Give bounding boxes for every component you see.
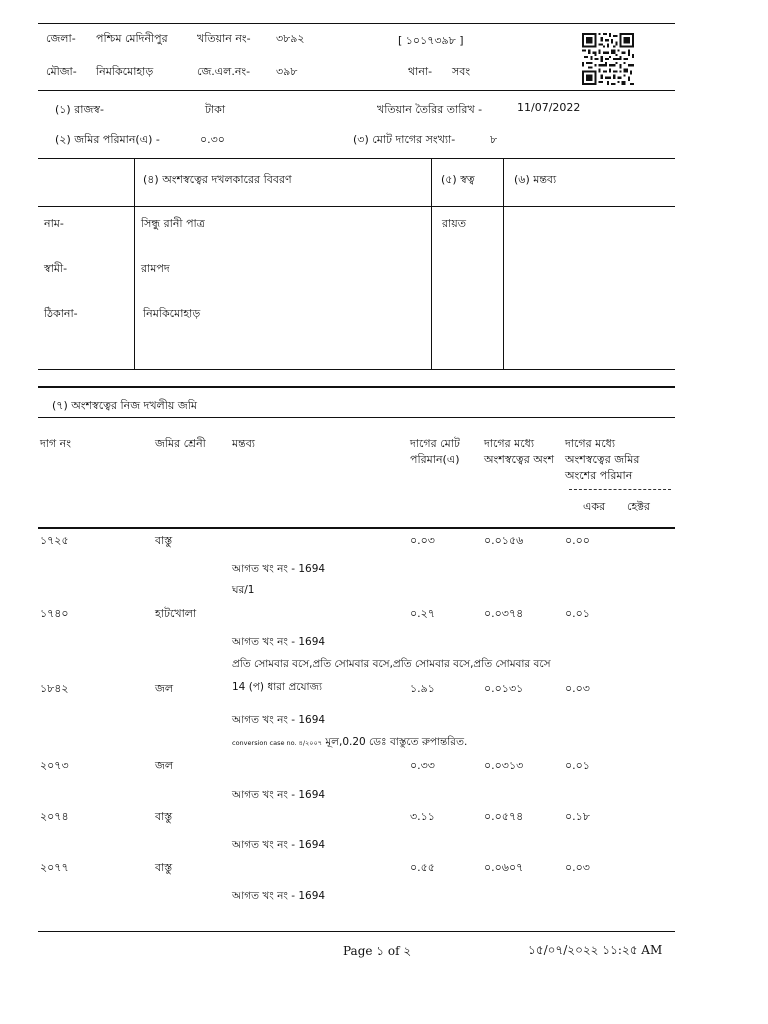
row6-share: ০.০৬০৭ — [484, 861, 524, 874]
col4-header: (৪) অংশস্বত্বের দখলকারের বিবরণ — [143, 173, 292, 186]
owner-table-col-divider-3 — [503, 158, 504, 369]
land-section-title-bottom — [38, 417, 675, 418]
print-timestamp: ১৫/০৭/২০২২ ১১:২৫ AM — [528, 943, 663, 957]
address-label: ঠিকানা- — [44, 307, 78, 320]
header-total-area-1: দাগের মোট — [410, 437, 460, 450]
revenue-unit: টাকা — [205, 103, 226, 116]
land-area-label: (২) জমির পরিমান(এ) - — [55, 133, 160, 146]
husband-label: স্বামী- — [44, 262, 68, 275]
row6-plot: ২০৭৭ — [40, 861, 69, 874]
mouza-label: মৌজা- — [46, 65, 77, 78]
row5-class: বাস্তু — [155, 810, 173, 823]
row4-note-1: আগত খং নং - 1694 — [232, 789, 326, 801]
row2-share: ০.০৩৭৪ — [484, 607, 524, 620]
owner-table-bottom — [38, 369, 675, 370]
row6-note-1: আগত খং নং - 1694 — [232, 890, 326, 902]
header-land-share-1: দাগের মধ্যে — [565, 437, 616, 450]
row2-acre: ০.০১ — [565, 607, 590, 620]
khatian-date-value: 11/07/2022 — [517, 101, 581, 114]
land-area-value: ০.৩০ — [200, 133, 225, 146]
row2-class: হাটখোলা — [155, 607, 197, 620]
row3-acre: ০.০৩ — [565, 682, 590, 695]
bracket-number: [ ১০১৭৩৯৮ ] — [398, 34, 464, 47]
header-land-share-3: অংশের পরিমান — [565, 469, 633, 482]
husband-value: রামপদ — [141, 262, 170, 275]
row4-share: ০.০৩১৩ — [484, 759, 524, 772]
row5-share: ০.০৫৭৪ — [484, 810, 524, 823]
khatian-date-label: খতিয়ান তৈরির তারিখ - — [377, 103, 483, 116]
jl-label: জে.এল.নং- — [197, 65, 251, 78]
row3-class: জল — [155, 682, 174, 695]
header-land-share-2: অংশস্বত্বের জমির — [565, 453, 640, 466]
acre-hectare-divider — [569, 489, 671, 490]
row1-note-2: ঘর/1 — [232, 584, 255, 596]
thana-value: সবং — [452, 65, 471, 78]
conversion-text: মূল,0.20 ডেঃ বাস্তুতে রুপান্তরিত. — [321, 736, 468, 748]
row3-note-1: আগত খং নং - 1694 — [232, 714, 326, 726]
row4-plot: ২০৭৩ — [40, 759, 69, 772]
revenue-label: (১) রাজস্ব- — [55, 103, 104, 116]
row1-share: ০.০১৫৬ — [484, 534, 524, 547]
district-label: জেলা- — [46, 32, 76, 45]
land-section-title: (৭) অংশস্বত্বের নিজ দখলীয় জমি — [52, 399, 197, 412]
row5-total: ৩.১১ — [410, 810, 435, 823]
row4-total: ০.৩৩ — [410, 759, 435, 772]
header-divider — [38, 90, 675, 91]
right-value: রায়ত — [442, 217, 466, 230]
header-total-area-2: পরিমান(এ) — [410, 453, 460, 466]
footer-divider — [38, 931, 675, 932]
row3-share: ০.০১৩১ — [484, 682, 524, 695]
district-value: পশ্চিম মেদিনীপুর — [96, 32, 168, 45]
khatian-label: খতিয়ান নং- — [197, 32, 251, 45]
row2-plot: ১৭৪০ — [40, 607, 69, 620]
name-label: নাম- — [44, 217, 64, 230]
row1-total: ০.০৩ — [410, 534, 435, 547]
conversion-case-label: conversion case no. ৪/২০০৭ — [232, 739, 322, 747]
row4-acre: ০.০১ — [565, 759, 590, 772]
row4-class: জল — [155, 759, 174, 772]
total-plots-value: ৮ — [490, 133, 498, 146]
row5-plot: ২০৭৪ — [40, 810, 69, 823]
row6-acre: ০.০৩ — [565, 861, 590, 874]
owner-table-col-divider-1 — [134, 158, 135, 369]
header-hectare: হেক্টর — [627, 500, 650, 513]
name-value: সিন্ধু রানী পাত্র — [141, 217, 205, 230]
row3-total: ১.৯১ — [410, 682, 435, 695]
row5-note-1: আগত খং নং - 1694 — [232, 839, 326, 851]
qr-code-icon — [582, 33, 634, 85]
row1-acre: ০.০০ — [565, 534, 590, 547]
top-border — [38, 23, 675, 24]
row1-plot: ১৭২৫ — [40, 534, 69, 547]
total-plots-label: (৩) মোট দাগের সংখ্যা- — [353, 133, 456, 146]
mouza-value: নিমকিমোহাড় — [96, 65, 154, 78]
row3-conversion — [232, 735, 467, 752]
col5-header: (৫) স্বত্ব — [441, 173, 475, 186]
header-share-2: অংশস্বত্বের অংশ — [484, 453, 555, 466]
header-land-class: জমির শ্রেনী — [155, 437, 206, 450]
row5-acre: ০.১৮ — [565, 810, 590, 823]
page-number: Page ১ of ২ — [343, 944, 412, 958]
land-section-top — [38, 386, 675, 388]
row3-pre-note: 14 (প) ধারা প্রযোজ্য — [232, 681, 323, 693]
row1-note-1: আগত খং নং - 1694 — [232, 563, 326, 575]
row1-class: বাস্তু — [155, 534, 173, 547]
khatian-value: ৩৮৯২ — [276, 32, 305, 45]
thana-label: থানা- — [408, 65, 433, 78]
header-plot-no: দাগ নং — [40, 437, 71, 450]
row2-total: ০.২৭ — [410, 607, 435, 620]
row6-class: বাস্তু — [155, 861, 173, 874]
address-value: নিমকিমোহাড় — [143, 307, 201, 320]
header-share-1: দাগের মধ্যে — [484, 437, 535, 450]
row2-note-2: প্রতি সোমবার বসে,প্রতি সোমবার বসে,প্রতি সোমবার বসে,প্রতি সোমবার বসে — [232, 658, 551, 670]
col6-header: (৬) মন্তব্য — [514, 173, 557, 186]
row6-total: ০.৫৫ — [410, 861, 435, 874]
land-table-header-bottom — [38, 527, 675, 529]
row3-plot: ১৮৪২ — [40, 682, 69, 695]
jl-value: ৩৯৮ — [276, 65, 298, 78]
owner-table-col-divider-2 — [431, 158, 432, 369]
header-acre: একর — [583, 500, 606, 513]
header-remarks: মন্তব্য — [232, 437, 256, 450]
row2-note-1: আগত খং নং - 1694 — [232, 636, 326, 648]
